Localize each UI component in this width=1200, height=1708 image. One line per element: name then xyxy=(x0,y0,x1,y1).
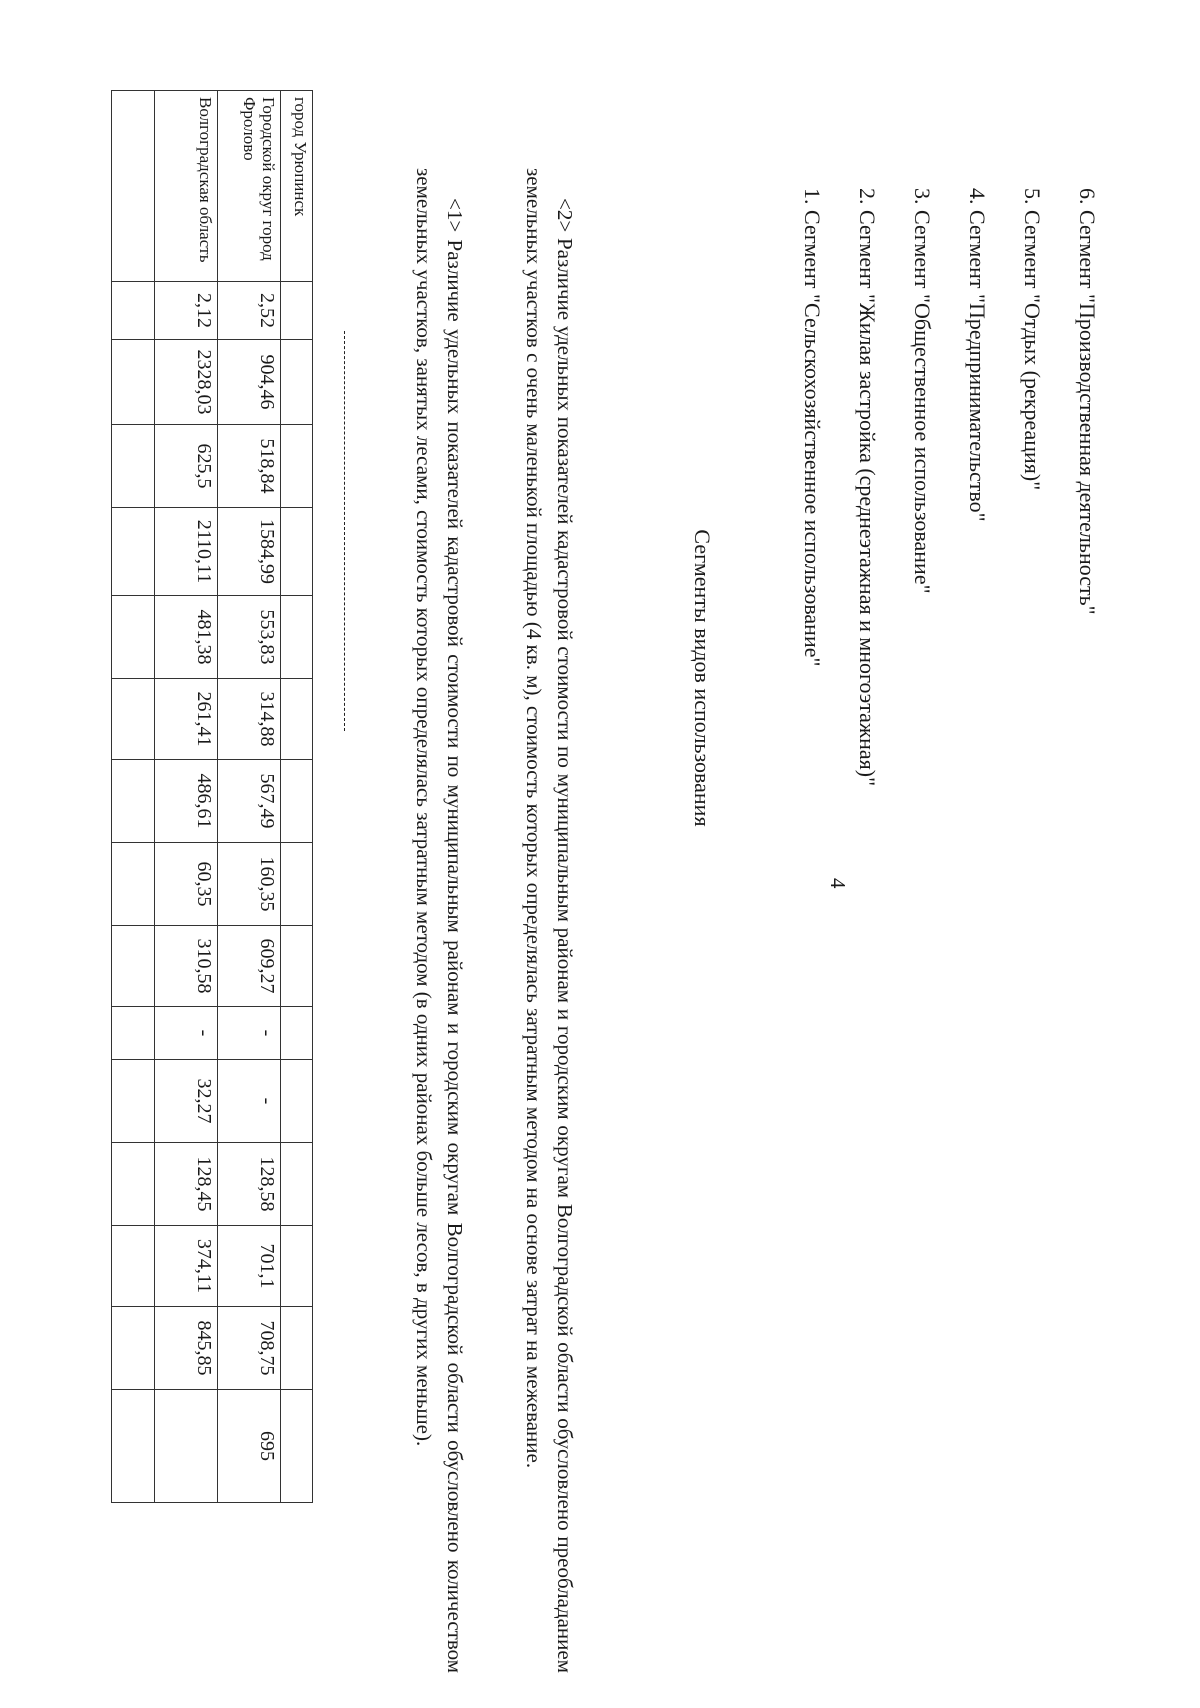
table-cell xyxy=(112,679,155,760)
page-number: 4 xyxy=(826,878,850,889)
table-cell xyxy=(112,425,155,508)
table-cell xyxy=(281,1060,313,1143)
table-cell: 701,1 xyxy=(218,1226,281,1307)
table-cell xyxy=(112,843,155,926)
table-cell xyxy=(112,1226,155,1307)
table-cell: 128,58 xyxy=(218,1143,281,1226)
table-cell xyxy=(112,760,155,843)
footnote-separator xyxy=(344,331,345,731)
table-cell xyxy=(155,1390,218,1503)
table-cell: 904,46 xyxy=(218,340,281,425)
table-cell xyxy=(281,760,313,843)
table-cell xyxy=(112,340,155,425)
table-cell: 2328,03 xyxy=(155,340,218,425)
table-row xyxy=(155,91,218,1503)
table-cell: 310,58 xyxy=(155,926,218,1007)
table-cell: 481,38 xyxy=(155,596,218,679)
table-cell: 708,75 xyxy=(218,1307,281,1390)
table-cell xyxy=(281,425,313,508)
table-cell xyxy=(281,340,313,425)
segment-item-4: 4. Сегмент "Предпринимательство" xyxy=(965,188,990,522)
row-name: Волгоградская область xyxy=(155,91,218,282)
table-cell: - xyxy=(218,1060,281,1143)
table-cell: 374,11 xyxy=(155,1226,218,1307)
table-cell xyxy=(281,1226,313,1307)
table-cell xyxy=(112,1143,155,1226)
table-cell xyxy=(112,1307,155,1390)
table-row xyxy=(218,91,281,1503)
table-cell: 567,49 xyxy=(218,760,281,843)
table-cell: - xyxy=(155,1007,218,1060)
table-cell: 518,84 xyxy=(218,425,281,508)
table-cell: 625,5 xyxy=(155,425,218,508)
table-cell xyxy=(112,282,155,340)
table-cell: - xyxy=(218,1007,281,1060)
table-cell: 314,88 xyxy=(218,679,281,760)
table-cell: 2110,11 xyxy=(155,508,218,596)
table-cell: 261,41 xyxy=(155,679,218,760)
table-cell xyxy=(112,926,155,1007)
rotated-page xyxy=(95,88,1155,1708)
footnote-1: <1> Различие удельных показателей кадастровой стоимости по муниципальным районам и городским округам Волгоградской области обусловлено количеством земельных участков, занятых лесами, стоимость которых определялась затратным методом (в одних районах больше лесов, в других меньше). xyxy=(412,168,467,1673)
segment-item-1: 1. Сегмент "Сельскохозяйственное использование" xyxy=(800,188,825,667)
table-row xyxy=(112,91,155,1503)
table-cell: 845,85 xyxy=(155,1307,218,1390)
table-cell xyxy=(281,679,313,760)
row-name xyxy=(112,91,155,282)
table-cell: 2,52 xyxy=(218,282,281,340)
table-cell: 695 xyxy=(218,1390,281,1503)
table-cell xyxy=(281,1390,313,1503)
cadastral-value-table xyxy=(111,90,313,1503)
table-cell xyxy=(281,843,313,926)
table-cell xyxy=(281,282,313,340)
footnote-2: <2> Различие удельных показателей кадастровой стоимости по муниципальным районам и городским округам Волгоградской области обусловлено преобладанием земельных участков с очень маленькой площадью (4 кв. м), стоимость которых определялась затратным методом на основе затрат на межевание. xyxy=(522,168,577,1673)
row-name: город Урюпинск xyxy=(281,91,313,282)
table-cell: 1584,99 xyxy=(218,508,281,596)
table-cell: 609,27 xyxy=(218,926,281,1007)
table-cell xyxy=(112,1390,155,1503)
table-cell: 2,12 xyxy=(155,282,218,340)
table-cell xyxy=(281,508,313,596)
table-cell: 128,45 xyxy=(155,1143,218,1226)
row-name: Городской округ город Фролово xyxy=(218,91,281,282)
table-cell xyxy=(112,1007,155,1060)
table-cell xyxy=(281,1307,313,1390)
table-cell xyxy=(281,1007,313,1060)
table-cell xyxy=(112,596,155,679)
table-cell xyxy=(112,508,155,596)
table-row xyxy=(281,91,313,1503)
table-cell xyxy=(112,1060,155,1143)
table-cell: 160,35 xyxy=(218,843,281,926)
table-cell: 60,35 xyxy=(155,843,218,926)
table-cell xyxy=(281,926,313,1007)
segments-title: Сегменты видов использования xyxy=(690,529,715,827)
segment-item-5: 5. Сегмент "Отдых (рекреация)" xyxy=(1020,188,1045,491)
table-cell: 32,27 xyxy=(155,1060,218,1143)
segment-item-3: 3. Сегмент "Общественное использование" xyxy=(910,188,935,594)
segment-item-2: 2. Сегмент "Жилая застройка (среднеэтажная и многоэтажная)" xyxy=(855,188,880,787)
segment-item-6: 6. Сегмент "Производственная деятельность" xyxy=(1075,188,1100,615)
table-cell xyxy=(281,1143,313,1226)
table-cell: 553,83 xyxy=(218,596,281,679)
table-cell: 486,61 xyxy=(155,760,218,843)
table-cell xyxy=(281,596,313,679)
